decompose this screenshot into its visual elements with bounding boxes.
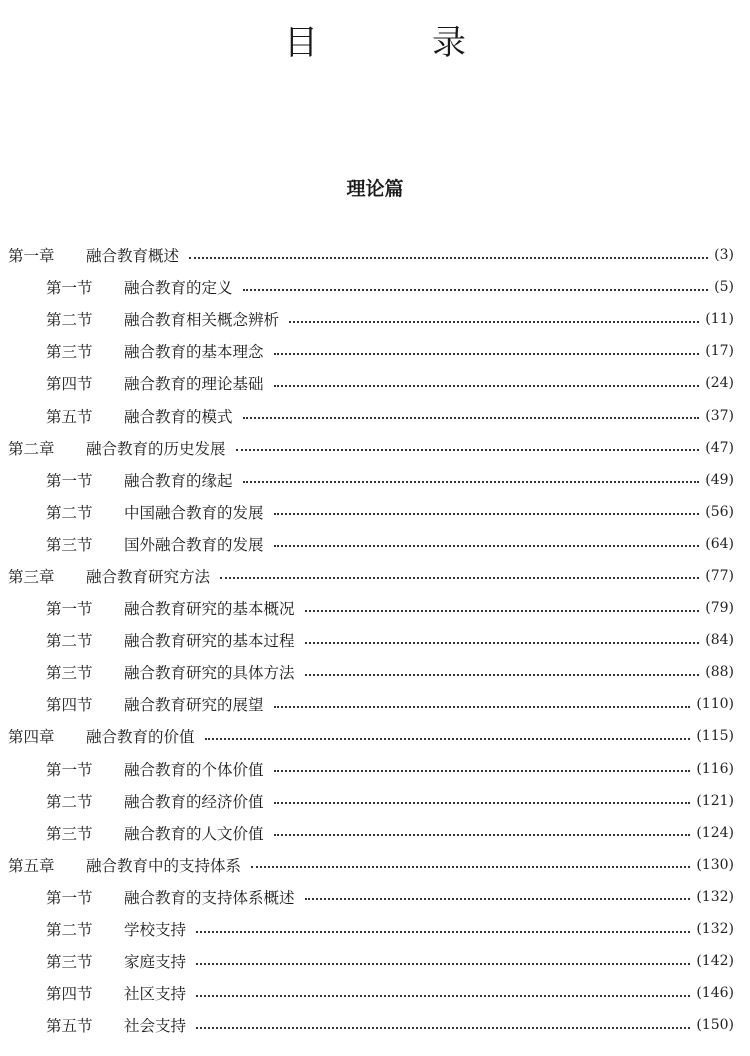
entry-title: 融合教育的定义 bbox=[124, 279, 233, 298]
entry-title: 融合教育研究的展望 bbox=[124, 696, 264, 715]
dot-leader bbox=[305, 609, 700, 612]
entry-number: 第三节 bbox=[46, 664, 93, 683]
dot-leader bbox=[205, 737, 691, 740]
dot-leader bbox=[243, 480, 700, 483]
entry-page: (56) bbox=[705, 503, 734, 520]
entry-page: (124) bbox=[696, 824, 734, 841]
entry-title: 融合教育的支持体系概述 bbox=[124, 888, 295, 907]
entry-number: 第四章 bbox=[8, 728, 55, 747]
entry-page: (130) bbox=[696, 856, 734, 873]
entry-title: 融合教育的模式 bbox=[124, 407, 233, 426]
toc-entry-section[interactable] bbox=[0, 624, 750, 656]
toc-entry-section[interactable] bbox=[0, 656, 750, 688]
entry-title: 融合教育的经济价值 bbox=[124, 792, 264, 811]
entry-number: 第三节 bbox=[46, 535, 93, 554]
entry-page: (142) bbox=[696, 953, 734, 970]
entry-title: 融合教育中的支持体系 bbox=[86, 856, 242, 875]
dot-leader bbox=[305, 897, 691, 900]
dot-leader bbox=[243, 416, 700, 419]
toc-entry-section[interactable] bbox=[0, 592, 750, 624]
dot-leader bbox=[189, 256, 708, 259]
dot-leader bbox=[274, 352, 700, 355]
entry-page: (24) bbox=[705, 375, 734, 392]
entry-title: 融合教育研究方法 bbox=[86, 567, 211, 586]
entry-page: (121) bbox=[696, 792, 734, 809]
toc-entry-section[interactable] bbox=[0, 881, 750, 913]
toc-entry-chapter[interactable] bbox=[0, 849, 750, 881]
entry-number: 第四节 bbox=[46, 985, 93, 1004]
toc-entry-section[interactable] bbox=[0, 688, 750, 720]
entry-number: 第五章 bbox=[8, 856, 55, 875]
entry-page: (132) bbox=[696, 888, 734, 905]
entry-page: (84) bbox=[705, 632, 734, 649]
entry-number: 第四节 bbox=[46, 696, 93, 715]
entry-title: 融合教育的理论基础 bbox=[124, 375, 264, 394]
entry-page: (115) bbox=[696, 728, 734, 745]
entry-page: (37) bbox=[705, 407, 734, 424]
entry-number: 第五节 bbox=[46, 1017, 93, 1036]
toc-entry-section[interactable] bbox=[0, 528, 750, 560]
entry-title: 学校支持 bbox=[124, 921, 187, 940]
entry-title: 中国融合教育的发展 bbox=[124, 503, 264, 522]
page-title: 目 录 bbox=[284, 23, 506, 63]
toc-entry-section[interactable] bbox=[0, 817, 750, 849]
entry-title: 融合教育的价值 bbox=[86, 728, 195, 747]
entry-number: 第一节 bbox=[46, 279, 93, 298]
entry-page: (146) bbox=[696, 985, 734, 1002]
table-of-contents bbox=[0, 239, 750, 1041]
dot-leader bbox=[305, 673, 700, 676]
toc-entry-section[interactable] bbox=[0, 753, 750, 785]
entry-title: 国外融合教育的发展 bbox=[124, 535, 264, 554]
toc-entry-section[interactable] bbox=[0, 303, 750, 335]
entry-page: (5) bbox=[714, 279, 734, 296]
entry-title: 融合教育研究的基本过程 bbox=[124, 632, 295, 651]
entry-number: 第三节 bbox=[46, 953, 93, 972]
entry-page: (17) bbox=[705, 343, 734, 360]
dot-leader bbox=[274, 384, 700, 387]
toc-entry-chapter[interactable] bbox=[0, 239, 750, 271]
entry-number: 第一节 bbox=[46, 760, 93, 779]
dot-leader bbox=[236, 448, 700, 451]
entry-page: (150) bbox=[696, 1017, 734, 1034]
entry-number: 第二节 bbox=[46, 503, 93, 522]
entry-title: 融合教育研究的基本概况 bbox=[124, 600, 295, 619]
dot-leader bbox=[243, 288, 709, 291]
entry-title: 家庭支持 bbox=[124, 953, 187, 972]
toc-entry-chapter[interactable] bbox=[0, 432, 750, 464]
entry-title: 融合教育的个体价值 bbox=[124, 760, 264, 779]
dot-leader bbox=[274, 544, 700, 547]
entry-number: 第五节 bbox=[46, 407, 93, 426]
entry-page: (110) bbox=[696, 696, 734, 713]
entry-page: (47) bbox=[705, 439, 734, 456]
dot-leader bbox=[220, 576, 699, 579]
toc-entry-section[interactable] bbox=[0, 913, 750, 945]
dot-leader bbox=[274, 512, 700, 515]
toc-entry-section[interactable] bbox=[0, 271, 750, 303]
toc-entry-section[interactable] bbox=[0, 977, 750, 1009]
entry-page: (132) bbox=[696, 921, 734, 938]
entry-number: 第二节 bbox=[46, 311, 93, 330]
entry-title: 融合教育相关概念辨析 bbox=[124, 311, 280, 330]
entry-number: 第一章 bbox=[8, 247, 55, 266]
dot-leader bbox=[274, 705, 691, 708]
dot-leader bbox=[305, 641, 700, 644]
toc-entry-section[interactable] bbox=[0, 335, 750, 367]
entry-page: (116) bbox=[696, 760, 734, 777]
entry-number: 第一节 bbox=[46, 888, 93, 907]
entry-title: 社区支持 bbox=[124, 985, 187, 1004]
toc-entry-section[interactable] bbox=[0, 464, 750, 496]
entry-title: 融合教育研究的具体方法 bbox=[124, 664, 295, 683]
entry-page: (49) bbox=[705, 471, 734, 488]
entry-number: 第二章 bbox=[8, 439, 55, 458]
entry-title: 社会支持 bbox=[124, 1017, 187, 1036]
entry-number: 第一节 bbox=[46, 600, 93, 619]
entry-page: (77) bbox=[705, 567, 734, 584]
toc-entry-section[interactable] bbox=[0, 399, 750, 431]
entry-number: 第三节 bbox=[46, 343, 93, 362]
toc-entry-section[interactable] bbox=[0, 945, 750, 977]
entry-number: 第二节 bbox=[46, 921, 93, 940]
entry-page: (64) bbox=[705, 535, 734, 552]
dot-leader bbox=[196, 994, 690, 997]
toc-entry-chapter[interactable] bbox=[0, 720, 750, 752]
entry-title: 融合教育的历史发展 bbox=[86, 439, 226, 458]
entry-title: 融合教育的人文价值 bbox=[124, 824, 264, 843]
toc-entry-section[interactable] bbox=[0, 496, 750, 528]
entry-number: 第二节 bbox=[46, 792, 93, 811]
entry-number: 第三章 bbox=[8, 567, 55, 586]
entry-number: 第三节 bbox=[46, 824, 93, 843]
dot-leader bbox=[274, 833, 691, 836]
dot-leader bbox=[289, 320, 699, 323]
entry-page: (79) bbox=[705, 600, 734, 617]
entry-title: 融合教育的缘起 bbox=[124, 471, 233, 490]
dot-leader bbox=[274, 769, 691, 772]
entry-number: 第二节 bbox=[46, 632, 93, 651]
dot-leader bbox=[251, 865, 690, 868]
entry-page: (88) bbox=[705, 664, 734, 681]
dot-leader bbox=[196, 962, 690, 965]
dot-leader bbox=[274, 801, 691, 804]
dot-leader bbox=[196, 930, 690, 933]
toc-entry-section[interactable] bbox=[0, 785, 750, 817]
entry-page: (3) bbox=[714, 247, 734, 264]
toc-entry-section[interactable] bbox=[0, 1009, 750, 1041]
entry-title: 融合教育的基本理念 bbox=[124, 343, 264, 362]
toc-entry-chapter[interactable] bbox=[0, 560, 750, 592]
part-title: 理论篇 bbox=[346, 178, 404, 200]
entry-page: (11) bbox=[705, 311, 734, 328]
entry-number: 第一节 bbox=[46, 471, 93, 490]
dot-leader bbox=[196, 1026, 690, 1029]
entry-title: 融合教育概述 bbox=[86, 247, 180, 266]
entry-number: 第四节 bbox=[46, 375, 93, 394]
toc-entry-section[interactable] bbox=[0, 367, 750, 399]
